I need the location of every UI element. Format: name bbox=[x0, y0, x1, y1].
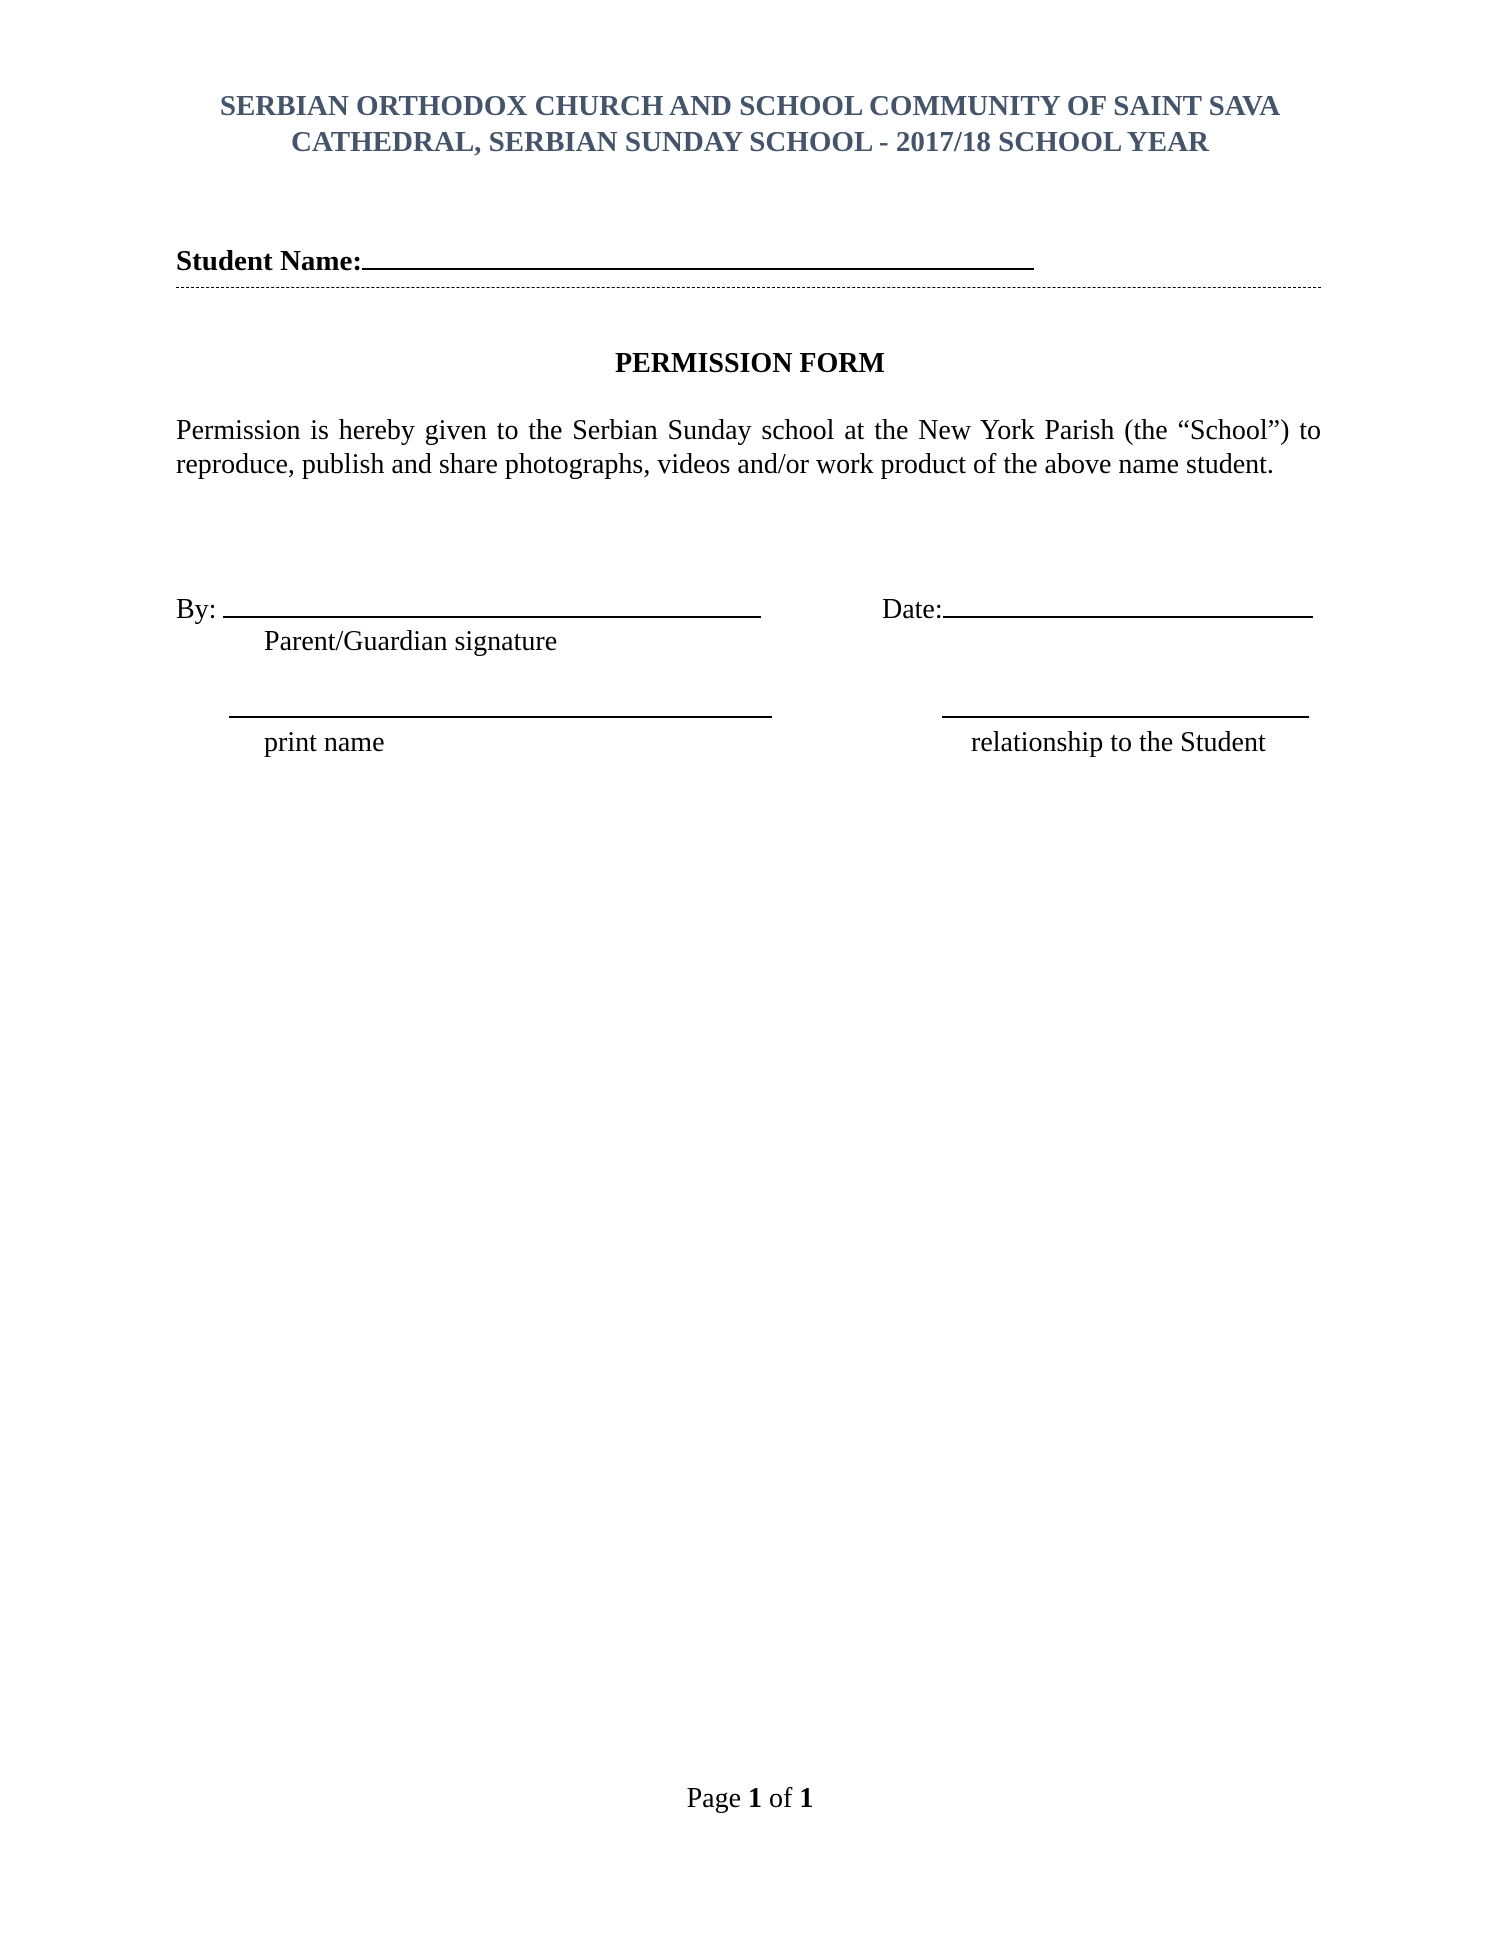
date-label: Date: bbox=[882, 594, 943, 625]
signature-caption: Parent/Guardian signature bbox=[264, 626, 558, 657]
header-line-1: SERBIAN ORTHODOX CHURCH AND SCHOOL COMMUNITY OF SAINT SAVA bbox=[219, 90, 1281, 122]
print-name-caption: print name bbox=[264, 727, 385, 758]
header-line-2: CATHEDRAL, SERBIAN SUNDAY SCHOOL - 2017/18 SCHOOL YEAR bbox=[291, 126, 1209, 158]
date-blank[interactable] bbox=[943, 592, 1313, 618]
student-name-field bbox=[176, 242, 1034, 278]
page-total: 1 bbox=[799, 1783, 814, 1814]
by-label: By: bbox=[176, 594, 217, 625]
relationship-caption: relationship to the Student bbox=[971, 727, 1266, 758]
form-title: PERMISSION FORM bbox=[615, 348, 885, 379]
of-word: of bbox=[769, 1783, 793, 1814]
date-row bbox=[882, 592, 1313, 626]
student-name-label: Student Name: bbox=[176, 245, 363, 277]
document-header bbox=[0, 88, 1500, 160]
signature-row bbox=[176, 592, 761, 626]
print-name-blank[interactable] bbox=[229, 692, 772, 718]
signature-blank[interactable] bbox=[223, 592, 761, 618]
relationship-blank[interactable] bbox=[942, 692, 1309, 718]
permission-text: Permission is hereby given to the Serbian Sunday school at the New York Parish (the “School”) to reproduce, publish and share photographs, videos and/or work product of the above name student. bbox=[176, 415, 1321, 480]
relationship-row bbox=[942, 692, 1309, 726]
page-footer bbox=[0, 1783, 1500, 1815]
student-name-blank[interactable] bbox=[362, 242, 1034, 270]
page-current: 1 bbox=[748, 1783, 763, 1814]
print-name-row bbox=[229, 692, 772, 726]
page-word: Page bbox=[686, 1783, 742, 1814]
separator-dashed-line bbox=[176, 287, 1321, 288]
